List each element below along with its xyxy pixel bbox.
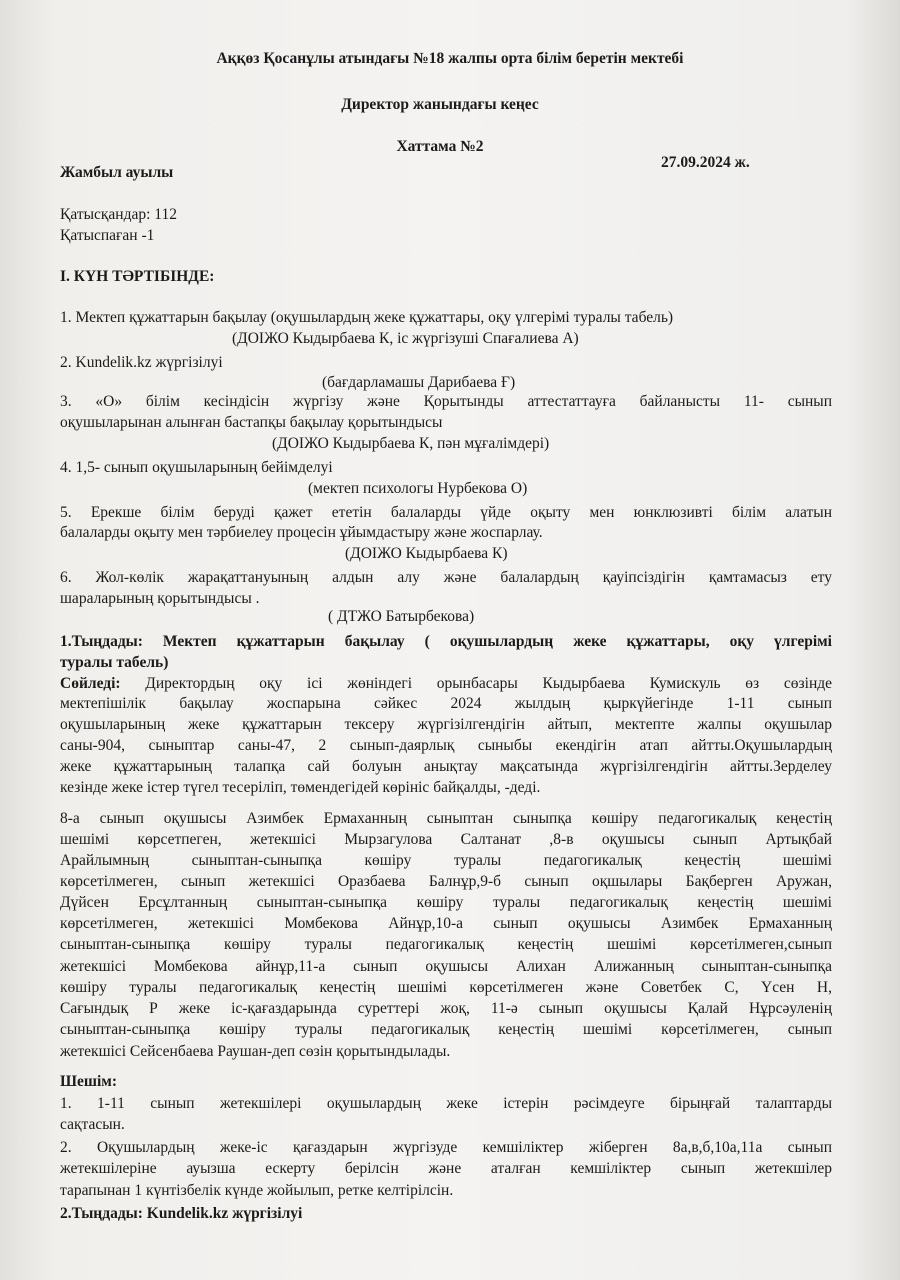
speech-line-2: мектепішілік бақылау жоспарына сәйкес 2024 жылдың қыркүйегінде 1-11 сынып [60, 695, 832, 712]
agenda-item-3-line1: 3. «О» білім кесіндісін жүргізу және Қорытынды аттестаттауға байланысты 11- сынып [60, 393, 832, 410]
findings-line-2: шешімі көрсетпеген, жетекшісі Мырзагулова Салтанат ,8-в оқушысы сынып Артықбай [60, 831, 832, 848]
agenda-item-6-line1: 6. Жол-көлік жарақаттануының алдын алу және балалардың қауіпсіздігін қамтамасыз ету [60, 569, 832, 586]
agenda-item-5-line2: балаларды оқыту мен тәрбиелеу процесін ұйымдастыру және жоспарлау. [60, 524, 543, 541]
speech-line-6: кезінде жеке істер түгел тесеріліп, төмендегідей көрініс байқалды, -деді. [60, 779, 541, 796]
agenda-item-6-responsible: ( ДТЖО Батырбекова) [328, 608, 475, 625]
findings-line-5: Дүйсен Ерсұлтанның сыныптан-сыныпқа көшіру туралы педагогикалық кеңестің шешімі [60, 894, 832, 911]
decision-2-line1: 2. Оқушылардың жеке-іс қағаздарын жүргізуде кемшіліктер жіберген 8а,в,б,10а,11а сынып [60, 1139, 832, 1156]
agenda-item-1-responsible: (ДОІЖО Кыдырбаева К, іс жүргізуші Спағалиева А) [232, 330, 579, 347]
attendance-present: Қатысқандар: 112 [60, 206, 177, 223]
speech-line-5: жеке құжаттарының талапқа сай болуын анықтау мақсатында жүргізілгендігін айтты.Зерделеу [60, 758, 832, 775]
school-name: Аққөз Қосанұлы атындағы №18 жалпы орта білім беретін мектебі [216, 50, 684, 67]
findings-line-6: көрсетілмеген, жетекшісі Момбекова Айнұр,10-а сынып оқушысы Азимбек Ермаханның [60, 915, 832, 932]
section2-heading: 2.Тыңдады: Kundelik.kz жүргізілуі [60, 1205, 303, 1222]
agenda-item-4: 4. 1,5- сынып оқушыларының бейімделуі [60, 459, 333, 476]
speech-line-1: Сөйледі: Директордың оқу ісі жөніндегі орынбасары Кыдырбаева Кумискуль өз сөзінде [60, 675, 832, 692]
speech-line-4: саны-904, сыныптар саны-47, 2 сынып-даярлық сыныбы екендігін атап айтты.Оқушылардың [60, 737, 832, 754]
agenda-item-3-responsible: (ДОІЖО Кыдырбаева К, пән мұғалімдері) [272, 435, 550, 452]
decision-1-line2: сақтасын. [60, 1116, 125, 1133]
agenda-item-5-line1: 5. Ерекше білім беруді қажет ететін балаларды үйде оқыту мен юнклюзивті білім алатын [60, 504, 832, 521]
findings-line-10: Сағындық Р жеке іс-қағаздарында суреттері жоқ, 11-ә сынып оқушысы Қалай Нұрсәуленің [60, 1000, 832, 1017]
findings-line-3: Арайлымның сыныптан-сыныпқа көшіру туралы педагогикалық кеңестің шешімі [60, 852, 832, 869]
decision-2-line2: жетекшілеріне ауызша ескерту берілсін және аталған кемшіліктер сынып жетекшілер [60, 1160, 832, 1177]
findings-line-12: жетекшісі Сейсенбаева Раушан-деп сөзін қорытындылады. [60, 1043, 451, 1060]
section1-heading-line1: 1.Тыңдады: Мектеп құжаттарын бақылау ( оқушылардың жеке құжаттары, оқу үлгерімі [60, 633, 832, 650]
speaker-label: Сөйледі: [60, 675, 121, 692]
findings-line-11: сыныптан-сыныпқа көшіру туралы педагогикалық кеңестің шешімі көрсетілмеген, сынып [60, 1021, 832, 1038]
agenda-item-4-responsible: (мектеп психологы Нурбекова О) [308, 480, 528, 497]
council-title: Директор жанындағы кеңес [341, 96, 539, 113]
protocol-number: Хаттама №2 [396, 138, 484, 155]
speech-line-3: оқушыларының жеке құжаттарын тексеру жүргізілгендігін айтып, мектепте жалпы оқушылар [60, 716, 832, 733]
findings-line-1: 8-а сынып оқушысы Азимбек Ермаханның сыныптан сыныпқа көшіру педагогикалық кеңестің [60, 810, 832, 827]
findings-line-7: сыныптан-сыныпқа көшіру туралы педагогикалық кеңестің шешімі көрсетілмеген,сынып [60, 936, 832, 953]
findings-line-8: жетекшісі Момбекова айнұр,11-а сынып оқушысы Алихан Алижанның сыныптан-сыныпқа [60, 958, 832, 975]
decision-1-line1: 1. 1-11 сынып жетекшілері оқушылардың жеке істерін рәсімдеуге бірыңғай талаптарды [60, 1095, 832, 1112]
agenda-item-6-line2: шараларының қорытындысы . [60, 590, 260, 607]
decision-2-line3: тарапынан 1 күнтізбелік күнде жойылып, ретке келтірілсін. [60, 1182, 454, 1199]
protocol-date: 27.09.2024 ж. [661, 154, 750, 171]
attendance-absent: Қатыспаған -1 [60, 227, 155, 244]
section1-heading-line2: туралы табель) [60, 654, 169, 671]
agenda-title: І. КҮН ТӘРТІБІНДЕ: [60, 268, 215, 285]
agenda-item-3-line2: оқушыларынан алынған бастапқы бақылау қорытындысы [60, 414, 443, 431]
village-name: Жамбыл ауылы [60, 164, 174, 181]
agenda-item-5-responsible: (ДОІЖО Кыдырбаева К) [345, 545, 508, 562]
findings-line-9: көшіру туралы педагогикалық кеңестің шешімі көрсетілмеген және Советбек С, Үсен Н, [60, 979, 832, 996]
decision-label: Шешім: [60, 1073, 118, 1090]
agenda-item-1: 1. Мектеп құжаттарын бақылау (оқушылардың жеке құжаттары, оқу үлгерімі туралы табель) [60, 309, 674, 326]
agenda-item-2: 2. Kundelik.kz жүргізілуі [60, 354, 223, 371]
agenda-item-2-responsible: (бағдарламашы Дарибаева Ғ) [322, 374, 516, 391]
findings-line-4: көрсетілмеген, сынып жетекшісі Оразбаева Балнұр,9-б сынып оқшылары Бақберген Аружан, [60, 873, 832, 890]
